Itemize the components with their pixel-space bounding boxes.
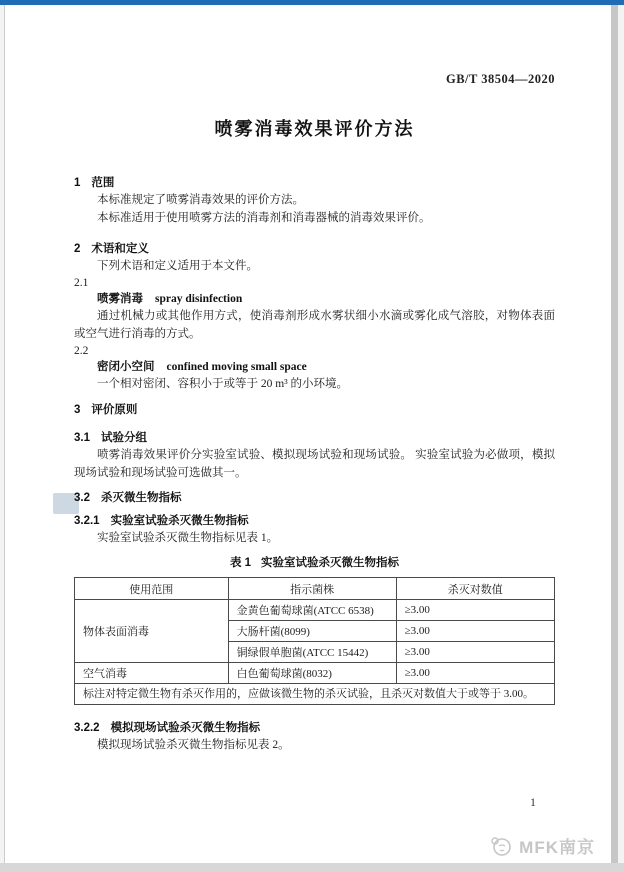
- cell-value: ≥3.00: [396, 621, 554, 642]
- section-2-intro: 下列术语和定义适用于本文件。: [97, 260, 258, 272]
- term-2-2-name: [74, 359, 555, 375]
- term-2-1-en: spray disinfection: [155, 293, 243, 305]
- term-2-1-name: [74, 291, 555, 307]
- cell-value: ≥3.00: [396, 663, 554, 684]
- section-1-number: 1: [74, 177, 81, 189]
- section-3-title: 评价原则: [91, 404, 138, 416]
- section-3-2-2-title: 模拟现场试验杀灭微生物指标: [110, 722, 261, 734]
- section-1-paragraph-1: 本标准规定了喷雾消毒效果的评价方法。: [97, 194, 304, 206]
- page-right-edge: [611, 5, 618, 863]
- table-row: [75, 663, 555, 684]
- cell-value: ≥3.00: [396, 642, 554, 663]
- watermark-text: MFK南京: [519, 838, 595, 857]
- cell-value: ≥3.00: [396, 600, 554, 621]
- term-2-2-zh: 密闭小空间: [97, 361, 155, 373]
- document-title: 喷雾消毒效果评价方法: [214, 119, 415, 139]
- section-1-heading: [74, 176, 555, 191]
- section-3-2-1-title: 实验室试验杀灭微生物指标: [110, 515, 249, 527]
- cell-scope-air: 空气消毒: [75, 663, 229, 684]
- table-row: [75, 600, 555, 621]
- section-3-number: 3: [74, 404, 81, 416]
- term-2-2-en: confined moving small space: [166, 361, 307, 373]
- table-1-caption-text: 实验室试验杀灭微生物指标: [261, 557, 400, 569]
- cell-strain: 白色葡萄球菌(8032): [228, 663, 396, 684]
- cell-strain: 金黄色葡萄球菌(ATCC 6538): [228, 600, 396, 621]
- section-1-paragraph-2: 本标准适用于使用喷雾方法的消毒剂和消毒器械的消毒效果评价。: [97, 212, 431, 224]
- section-3-2-1-number: 3.2.1: [74, 515, 100, 527]
- table-1: [74, 577, 555, 705]
- section-3-2-1-paragraph: 实验室试验杀灭微生物指标见表 1。: [97, 532, 279, 544]
- section-3-1-paragraph: 喷雾消毒效果评价分实验室试验、模拟现场试验和现场试验。 实验室试验为必做项，模拟现场试验和现场试验可选做其一。: [74, 449, 555, 479]
- term-2-1-definition: 通过机械力或其他作用方式，使消毒剂形成水雾状细小水滴或雾化成气溶胶，对物体表面或空气进行消毒的方式。: [74, 310, 555, 340]
- section-3-2-title: 杀灭微生物指标: [101, 492, 182, 504]
- term-2-2-definition: 一个相对密闭、容积小于或等于 20 m³ 的小环境。: [97, 378, 349, 390]
- table-1-header-scope: 使用范围: [75, 578, 229, 600]
- section-3-heading: [74, 403, 555, 418]
- cell-strain: 铜绿假单胞菌(ATCC 15442): [228, 642, 396, 663]
- term-2-1-zh: 喷雾消毒: [97, 293, 143, 305]
- section-2-title: 术语和定义: [91, 243, 149, 255]
- section-3-2-2-number: 3.2.2: [74, 722, 100, 734]
- table-1-header-value: 杀灭对数值: [396, 578, 554, 600]
- cell-strain: 大肠杆菌(8099): [228, 621, 396, 642]
- page-number: 1: [530, 795, 536, 809]
- page-bottom-edge: [0, 863, 624, 872]
- table-1-caption: [74, 555, 555, 571]
- table-1-header-row: [75, 578, 555, 600]
- table-note-row: [75, 684, 555, 705]
- section-3-2-2-heading: [74, 721, 555, 736]
- section-3-2-1-heading: [74, 514, 555, 529]
- table-1-note: 标注对特定微生物有杀灭作用的，应做该微生物的杀灭试验，且杀灭对数值大于或等于 3.00。: [75, 684, 555, 705]
- watermark-logo-icon: [489, 834, 513, 858]
- section-3-2-number: 3.2: [74, 492, 90, 504]
- section-2-number: 2: [74, 243, 81, 255]
- table-1-caption-label: 表 1: [229, 557, 252, 569]
- section-3-1-title: 试验分组: [101, 432, 147, 444]
- page-content: [5, 72, 611, 754]
- section-1-title: 范围: [91, 177, 115, 189]
- term-2-2-number: 2.2: [74, 345, 89, 357]
- table-1-header-strain: 指示菌株: [228, 578, 396, 600]
- section-3-2-2-paragraph: 模拟现场试验杀灭微生物指标见表 2。: [97, 739, 290, 751]
- section-3-1-heading: [74, 431, 555, 446]
- section-3-2-heading: [74, 491, 555, 506]
- term-2-1-number: 2.1: [74, 277, 89, 289]
- standard-code: GB/T 38504—2020: [445, 72, 555, 86]
- watermark: [489, 833, 595, 858]
- section-3-1-number: 3.1: [74, 432, 90, 444]
- section-2-heading: [74, 242, 555, 257]
- cell-scope-surface: 物体表面消毒: [75, 600, 229, 663]
- document-page: [5, 5, 611, 863]
